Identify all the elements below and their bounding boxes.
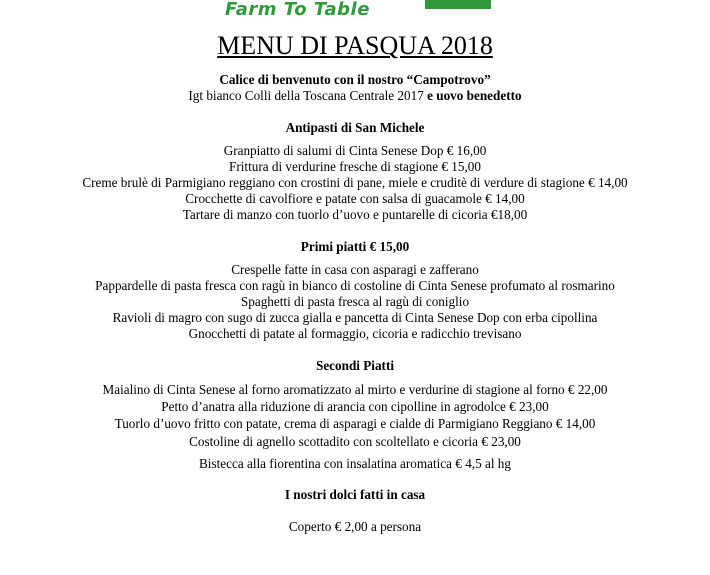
- brand-logo-text: Farm To Table: [225, 0, 370, 20]
- section-heading-antipasti: Antipasti di San Michele: [285, 120, 425, 135]
- brand-color-bar: [425, 0, 491, 9]
- menu-item: Tuorlo d’uovo fritto con patate, crema di asparagi e cialde di Parmigiano Reggiano € 14,00: [114, 416, 596, 431]
- menu-item: Petto d’anatra alla riduzione di arancia con cipolline in agrodolce € 23,00: [161, 399, 549, 414]
- welcome-line-2: [0, 88, 710, 104]
- welcome-line: Calice di benvenuto con il nostro “Campotrovo”: [219, 72, 491, 87]
- menu-item: Bistecca alla fiorentina con insalatina aromatica € 4,5 al hg: [199, 456, 511, 471]
- section-heading-secondi: Secondi Piatti: [315, 358, 395, 373]
- menu-item: Granpiatto di salumi di Cinta Senese Dop € 16,00: [223, 143, 487, 158]
- menu-item: Tartare di manzo con tuorlo d’uovo e puntarelle di cicoria €18,00: [182, 207, 528, 222]
- menu-item: Maialino di Cinta Senese al forno aromatizzato al mirto e verdurine di stagione al forno € 22,00: [102, 382, 608, 397]
- welcome-wine: Igt bianco Colli della Toscana Centrale 2017: [188, 88, 428, 103]
- menu-item: Spaghetti di pasta fresca al ragù di coniglio: [240, 294, 470, 309]
- section-heading-dolci: I nostri dolci fatti in casa: [284, 487, 426, 502]
- menu-item: Creme brulè di Parmigiano reggiano con crostini di pane, miele e cruditè di verdure di stagione € 14,00: [82, 175, 628, 190]
- menu-item: Costoline di agnello scottadito con scoltellato e cicoria € 23,00: [189, 434, 521, 449]
- section-heading-primi: Primi piatti € 15,00: [300, 239, 410, 254]
- menu-item: Frittura di verdurine fresche di stagione € 15,00: [229, 159, 481, 174]
- menu-item: Ravioli di magro con sugo di zucca gialla e pancetta di Cinta Senese Dop con erba cipollina: [112, 310, 598, 325]
- coperto-note: Coperto € 2,00 a persona: [288, 519, 422, 534]
- welcome-egg: e uovo benedetto: [427, 88, 522, 103]
- menu-item: Crocchette di cavolfiore e patate con salsa di guacamole € 14,00: [185, 191, 525, 206]
- page-title: MENU DI PASQUA 2018: [217, 31, 493, 60]
- menu-item: Pappardelle di pasta fresca con ragù in bianco di costoline di Cinta Senese profumato al rosmarino: [95, 278, 615, 293]
- menu-item: Crespelle fatte in casa con asparagi e zafferano: [231, 262, 479, 277]
- menu-item: Gnocchetti di patate al formaggio, cicoria e radicchio trevisano: [188, 326, 522, 341]
